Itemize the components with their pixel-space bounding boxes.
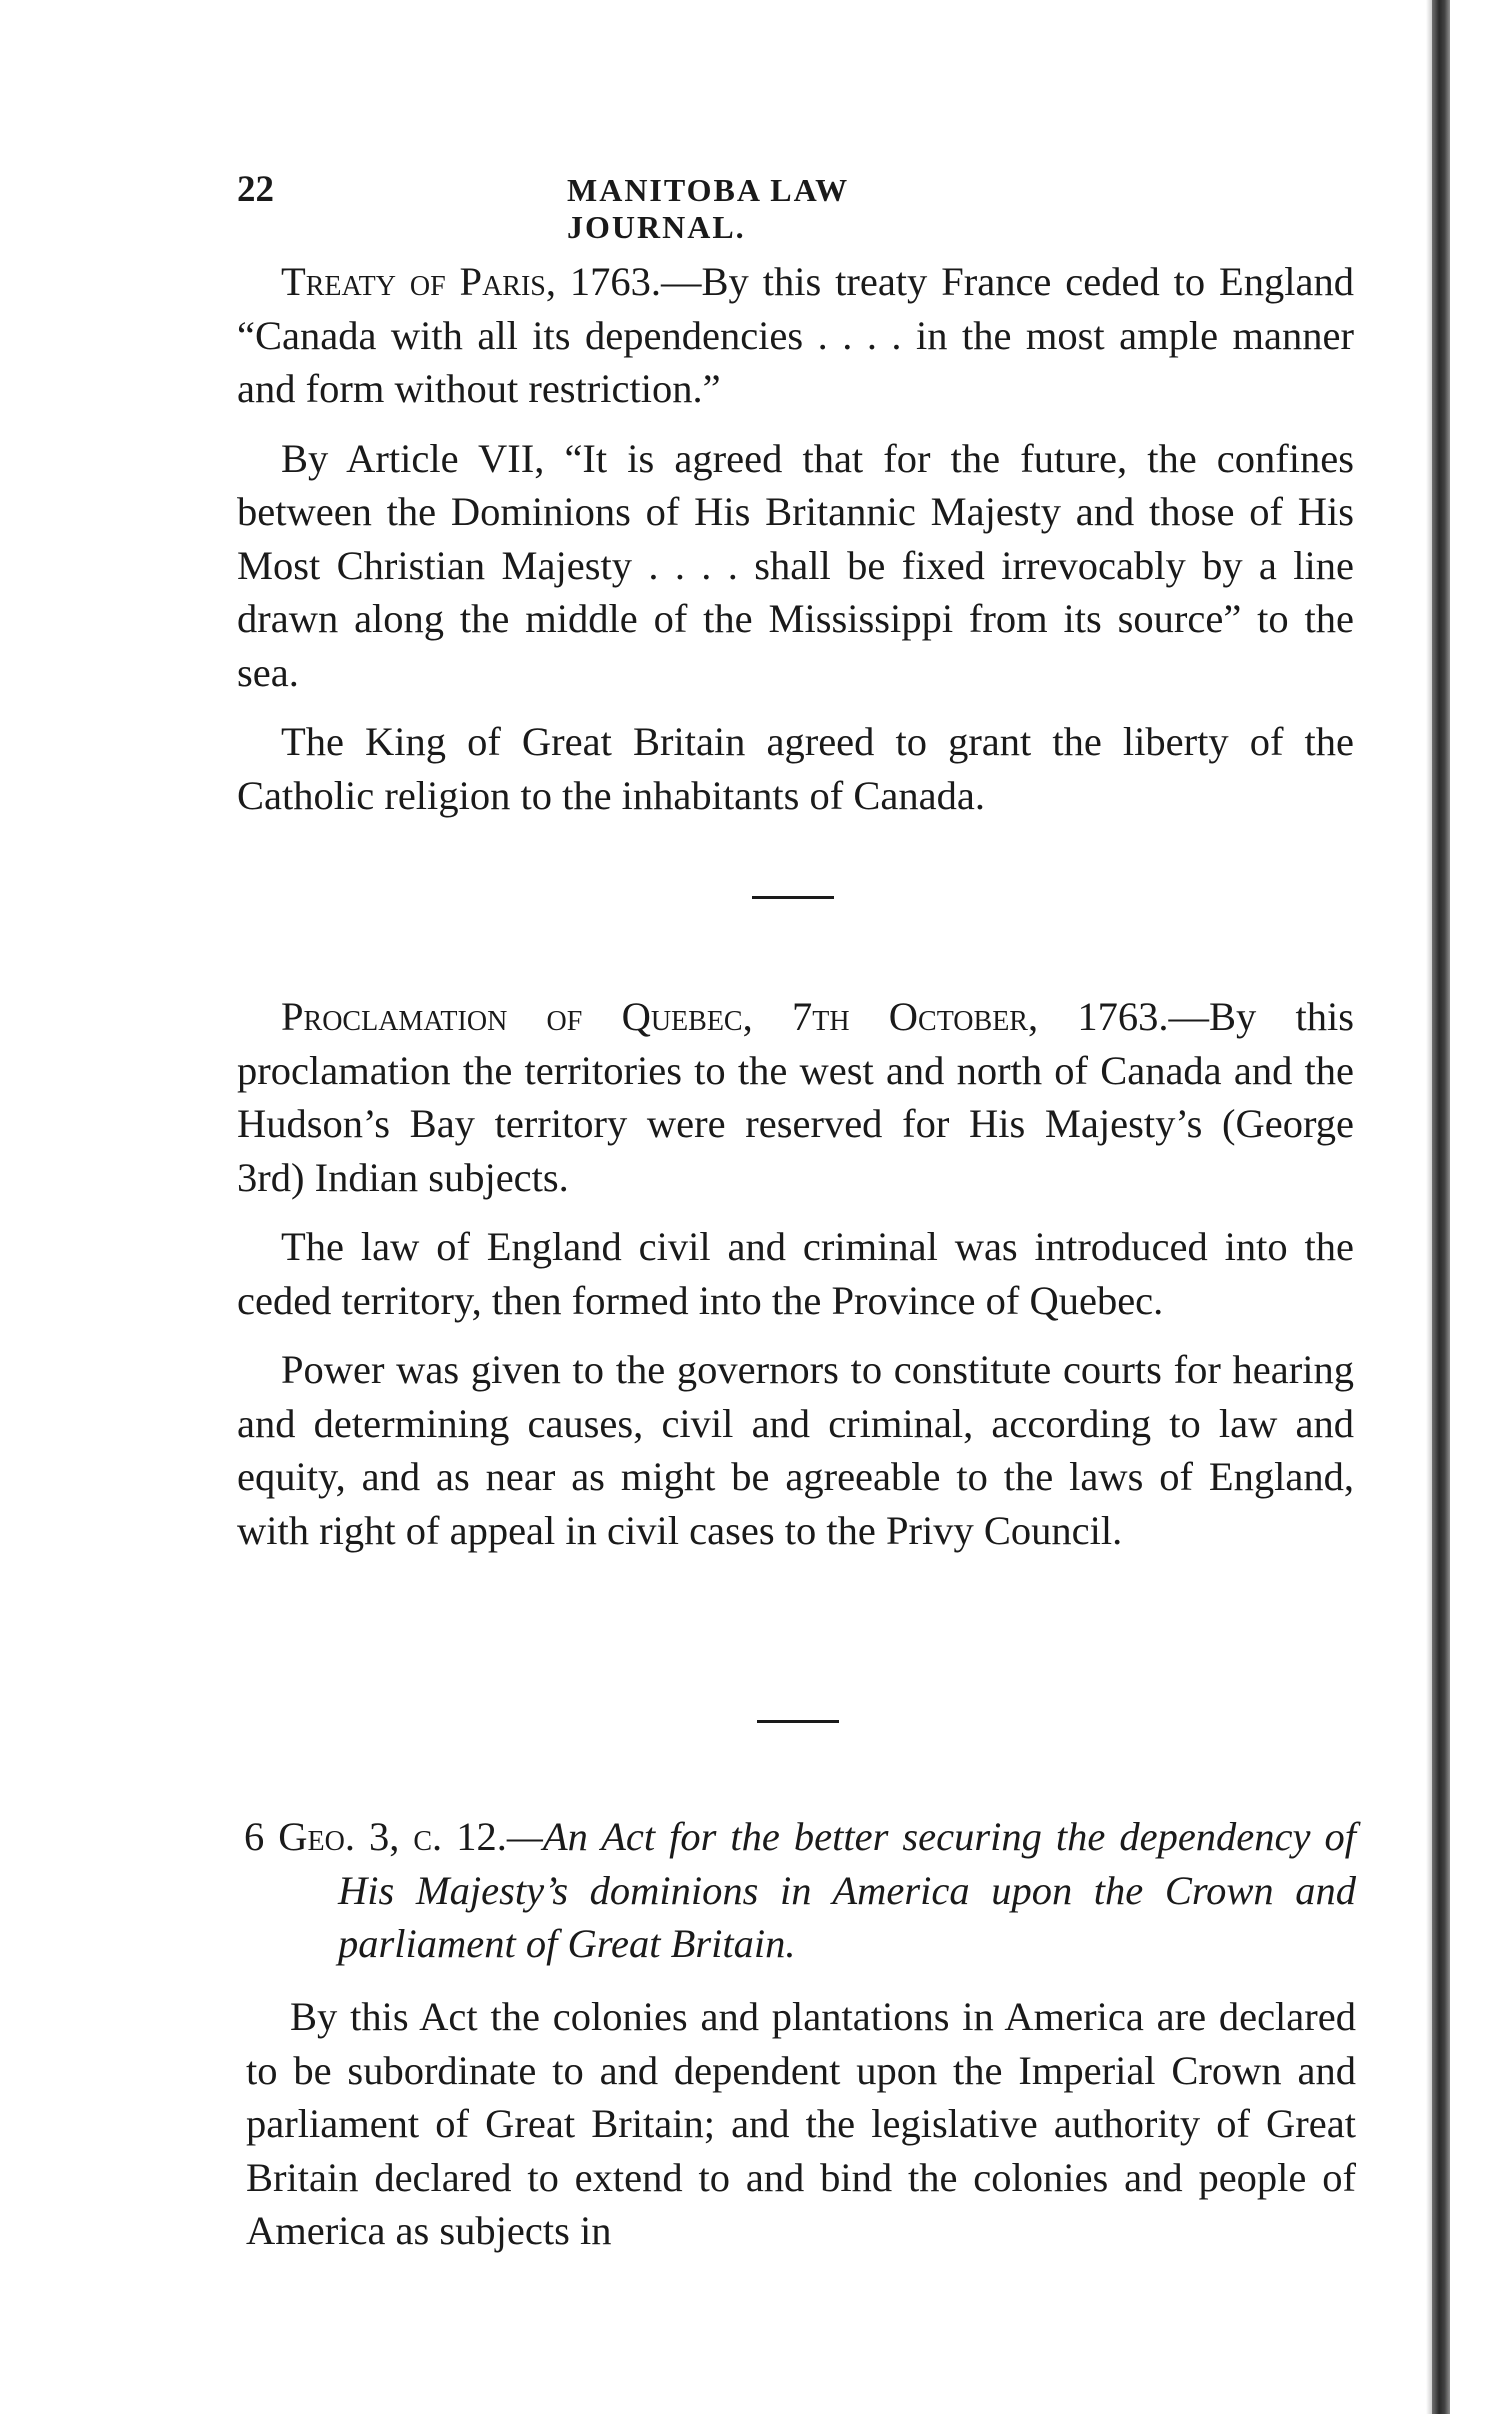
act-heading [244, 1810, 1356, 1971]
page-header [237, 168, 1027, 245]
act-title: —An Act for the better securing the dependency of His Majesty’s dominions in America upon the Crown and parliament of Great Britain. [338, 1814, 1357, 1966]
book-binding-edge [1432, 0, 1450, 2414]
running-head: MANITOBA LAW JOURNAL. [567, 172, 849, 245]
paragraph-text: —By this treaty France ceded to England “Canada with all its dependencies . . . . in the most ample manner and form without restriction.” [237, 259, 1354, 411]
section-heading: Proclamation of Quebec, 7th October, 1763. [281, 994, 1169, 1039]
paragraph: By Article VII, “It is agreed that for the future, the confines between the Dominions of His Britannic Majesty and those of His Most Christian Majesty . . . . shall be fixed irrevocably by a line drawn along the middle of the Mississippi from its source” to the sea. [237, 435, 1354, 695]
paragraph: By this Act the colonies and plantations in America are declared to be subordinate to and dependent upon the Imperial Crown and parliament of Great Britain; and the legislative authority of Great Britain declared to extend to and bind the colonies and people of America as subjects in [246, 1994, 1356, 2253]
paragraph [244, 1810, 1356, 1971]
section-act-body [246, 1990, 1356, 2258]
act-citation: 6 Geo. 3, c. 12. [244, 1814, 507, 1859]
section-heading: Treaty of Paris, 1763. [281, 259, 662, 304]
paragraph [237, 990, 1354, 1204]
section-divider [757, 1720, 839, 1723]
paragraph: Power was given to the governors to constitute courts for hearing and determining causes, civil and criminal, according to law and equity, and as near as might be agreeable to the laws of England, with right of appeal in civil cases to the Privy Council. [237, 1347, 1354, 1553]
paragraph: The law of England civil and criminal was introduced into the ceded territory, then formed into the Province of Quebec. [237, 1224, 1354, 1323]
section-divider [752, 896, 834, 899]
paragraph-text: —By this proclamation the territories to the west and north of Canada and the Hudson’s Bay territory were reserved for His Majesty’s (George 3rd) Indian subjects. [237, 994, 1354, 1200]
paragraph: The King of Great Britain agreed to grant the liberty of the Catholic religion to the inhabitants of Canada. [237, 719, 1354, 818]
section-proclamation-of-quebec [237, 990, 1354, 1557]
section-treaty-of-paris [237, 255, 1354, 822]
page-number: 22 [237, 169, 274, 210]
paragraph [237, 255, 1354, 416]
